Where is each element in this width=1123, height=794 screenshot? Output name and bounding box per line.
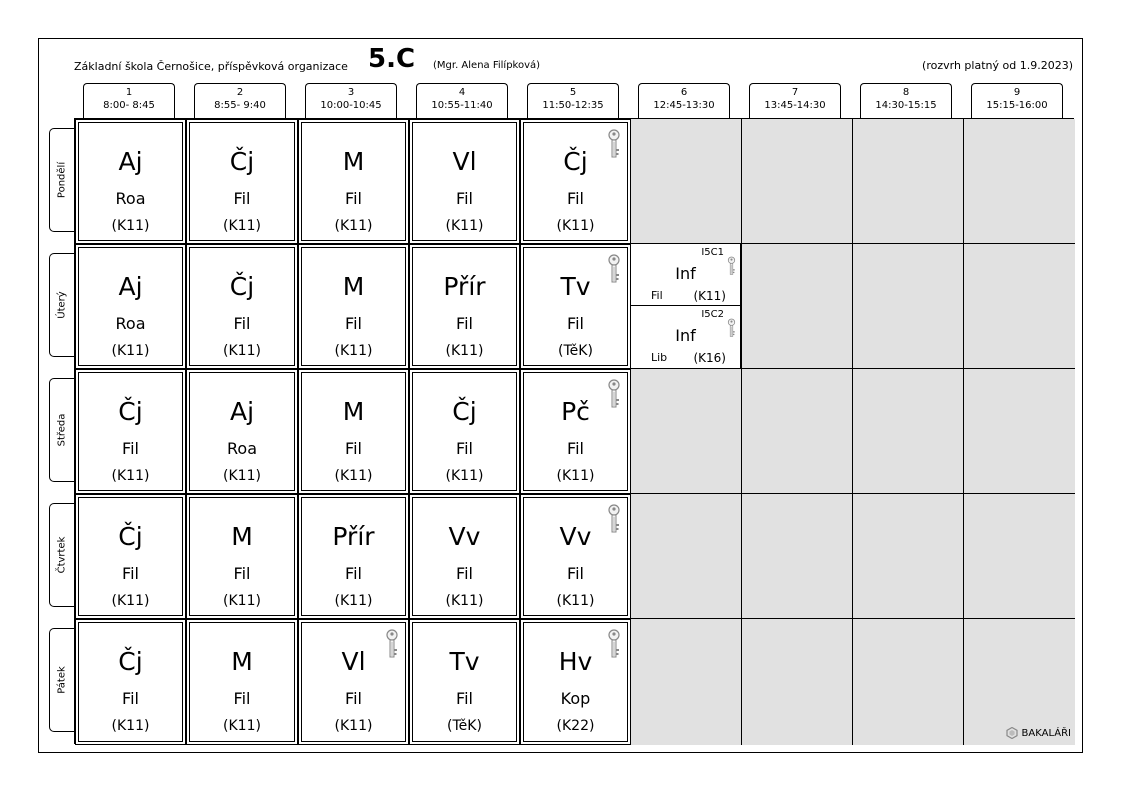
lesson-subject: Čj	[118, 522, 143, 551]
brand-label: BAKALÁŘI	[1021, 727, 1071, 739]
day-label	[49, 628, 74, 732]
lesson-teacher: Fil	[456, 439, 473, 458]
empty-cell	[742, 369, 853, 494]
lesson-room: (K11)	[445, 468, 484, 484]
empty-cell	[964, 369, 1075, 494]
empty-cell	[631, 369, 742, 494]
lesson-card	[301, 372, 406, 491]
lesson-card	[412, 497, 517, 616]
lesson-card	[189, 122, 295, 241]
class-teacher: (Mgr. Alena Filípková)	[433, 60, 541, 71]
lesson-card	[523, 622, 628, 742]
period-time: 10:00-10:45	[320, 100, 382, 111]
lesson-subject: M	[342, 397, 365, 426]
lesson-cell[interactable]	[298, 244, 409, 369]
lesson-teacher: Fil	[567, 189, 584, 208]
key-icon	[607, 129, 621, 159]
lesson-card	[78, 122, 183, 241]
lesson-card	[301, 497, 406, 616]
lesson-cell[interactable]	[520, 494, 631, 619]
lesson-card	[78, 372, 183, 491]
lesson-card	[412, 247, 517, 366]
lesson-teacher: Fil	[233, 564, 251, 583]
lesson-subject: M	[231, 647, 253, 676]
lesson-card	[523, 497, 628, 616]
period-header	[83, 83, 175, 119]
lesson-card	[523, 122, 628, 241]
lesson-card	[523, 247, 628, 366]
period-header	[749, 83, 841, 119]
lesson-room: (K11)	[556, 468, 595, 484]
lesson-teacher: Fil	[345, 439, 362, 458]
lesson-subject: Aj	[118, 272, 143, 301]
empty-cell	[742, 119, 853, 244]
period-header	[638, 83, 730, 119]
day-label	[49, 378, 74, 482]
lesson-cell[interactable]	[186, 619, 298, 745]
lesson-card	[301, 622, 406, 742]
period-header	[416, 83, 508, 119]
lesson-card	[78, 622, 183, 742]
group-lesson[interactable]	[631, 306, 741, 368]
lesson-subject: Tv	[560, 272, 591, 301]
lesson-cell[interactable]	[186, 494, 298, 619]
key-icon	[607, 504, 621, 534]
key-icon	[607, 629, 621, 659]
group-room: (K11)	[693, 289, 726, 303]
lesson-teacher: Fil	[122, 564, 139, 583]
lesson-subject: Čj	[563, 147, 588, 176]
group-name: I5C1	[701, 247, 724, 258]
lesson-subject: Hv	[558, 647, 593, 676]
lesson-teacher: Fil	[233, 314, 251, 333]
key-icon	[727, 256, 736, 276]
period-header	[860, 83, 952, 119]
period-number: 1	[125, 87, 133, 98]
bakalari-logo-icon	[1006, 727, 1018, 739]
period-time: 14:30-15:15	[875, 100, 937, 111]
lesson-subject: M	[342, 272, 365, 301]
lesson-teacher: Fil	[122, 689, 139, 708]
empty-cell	[853, 119, 964, 244]
period-time: 8:55- 9:40	[214, 100, 266, 111]
lesson-room: (K11)	[111, 218, 150, 234]
period-time: 8:00- 8:45	[103, 100, 155, 111]
day-name: Pátek	[56, 666, 68, 694]
period-time: 11:50-12:35	[542, 100, 604, 111]
period-number: 9	[1013, 87, 1021, 98]
lesson-card	[189, 622, 295, 742]
lesson-card	[523, 372, 628, 491]
lesson-subject: M	[342, 147, 365, 176]
lesson-room: (K11)	[334, 718, 373, 734]
period-number: 5	[569, 87, 577, 98]
lesson-room: (K11)	[556, 218, 595, 234]
school-name: Základní škola Černošice, příspěvková organizace	[74, 60, 348, 73]
lesson-subject: Čj	[118, 397, 143, 426]
lesson-teacher: Fil	[456, 564, 473, 583]
period-header	[971, 83, 1063, 119]
lesson-room: (K11)	[334, 593, 373, 609]
lesson-teacher: Roa	[115, 314, 146, 333]
lesson-teacher: Fil	[122, 439, 139, 458]
lesson-subject: Pč	[561, 397, 590, 426]
lesson-room: (TěK)	[447, 718, 482, 734]
validity-note: (rozvrh platný od 1.9.2023)	[922, 59, 1073, 72]
lesson-teacher: Fil	[567, 564, 584, 583]
lesson-room: (K11)	[445, 218, 484, 234]
group-subject: Inf	[675, 264, 696, 283]
lesson-subject: Přír	[332, 522, 375, 551]
lesson-room: (K11)	[334, 218, 373, 234]
empty-cell	[631, 494, 742, 619]
lesson-cell[interactable]	[75, 619, 186, 745]
empty-cell	[631, 119, 742, 244]
lesson-cell[interactable]	[298, 619, 409, 745]
lesson-cell[interactable]	[520, 369, 631, 494]
lesson-room: (K11)	[334, 343, 373, 359]
lesson-cell[interactable]	[298, 119, 409, 244]
lesson-room: (K11)	[223, 468, 261, 484]
lesson-subject: Přír	[443, 272, 486, 301]
lesson-teacher: Roa	[227, 439, 257, 458]
period-header	[194, 83, 286, 119]
key-icon	[727, 318, 736, 338]
lesson-card	[412, 372, 517, 491]
lesson-card	[189, 497, 295, 616]
day-label	[49, 128, 74, 232]
key-icon	[607, 254, 621, 284]
lesson-card	[412, 622, 517, 742]
period-time: 15:15-16:00	[986, 100, 1048, 111]
split-lesson-cell[interactable]	[631, 244, 742, 369]
lesson-room: (K11)	[111, 468, 150, 484]
lesson-card	[412, 122, 517, 241]
lesson-card	[189, 372, 295, 491]
lesson-room: (K11)	[111, 593, 150, 609]
brand-footer	[1006, 727, 1071, 739]
empty-cell	[742, 494, 853, 619]
lesson-subject: Tv	[449, 647, 480, 676]
empty-cell	[853, 494, 964, 619]
key-icon	[607, 379, 621, 409]
group-teacher: Lib	[651, 351, 668, 364]
lesson-room: (K11)	[334, 468, 373, 484]
key-icon	[385, 629, 399, 659]
lesson-teacher: Fil	[345, 689, 362, 708]
lesson-teacher: Fil	[456, 189, 473, 208]
lesson-subject: Aj	[229, 397, 255, 426]
lesson-subject: M	[231, 522, 253, 551]
empty-cell	[853, 619, 964, 745]
day-name: Pondělí	[56, 161, 68, 199]
group-teacher: Fil	[651, 289, 663, 302]
group-lesson[interactable]	[631, 244, 741, 306]
lesson-cell[interactable]	[409, 244, 520, 369]
lesson-subject: Vv	[559, 522, 592, 551]
lesson-subject: Čj	[229, 147, 255, 176]
lesson-cell[interactable]	[186, 119, 298, 244]
group-name: I5C2	[701, 309, 724, 320]
lesson-room: (K11)	[223, 593, 261, 609]
class-name: 5.C	[368, 44, 416, 74]
period-time: 13:45-14:30	[764, 100, 826, 111]
period-number: 2	[236, 87, 244, 98]
period-time: 10:55-11:40	[431, 100, 493, 111]
lesson-teacher: Fil	[233, 189, 251, 208]
day-name: Středa	[56, 413, 68, 447]
lesson-cell[interactable]	[186, 244, 298, 369]
lesson-cell[interactable]	[409, 119, 520, 244]
lesson-cell[interactable]	[75, 119, 186, 244]
lesson-card	[78, 247, 183, 366]
empty-cell	[631, 619, 742, 745]
lesson-cell[interactable]	[520, 244, 631, 369]
period-header	[527, 83, 619, 119]
empty-cell	[853, 369, 964, 494]
lesson-cell[interactable]	[298, 494, 409, 619]
period-time: 12:45-13:30	[653, 100, 715, 111]
timetable-grid	[74, 118, 1074, 744]
lesson-subject: Aj	[118, 147, 143, 176]
lesson-room: (K11)	[223, 218, 261, 234]
lesson-teacher: Fil	[456, 689, 473, 708]
lesson-card	[301, 122, 406, 241]
period-number: 8	[902, 87, 910, 98]
lesson-teacher: Fil	[456, 314, 473, 333]
period-number: 7	[791, 87, 799, 98]
lesson-cell[interactable]	[298, 369, 409, 494]
lesson-card	[78, 497, 183, 616]
lesson-cell[interactable]	[409, 369, 520, 494]
lesson-teacher: Fil	[345, 314, 362, 333]
empty-cell	[964, 494, 1075, 619]
lesson-subject: Vl	[452, 147, 477, 176]
lesson-subject: Čj	[452, 397, 477, 426]
day-label	[49, 253, 74, 357]
lesson-cell[interactable]	[409, 619, 520, 745]
lesson-card	[301, 247, 406, 366]
lesson-room: (K11)	[445, 593, 484, 609]
lesson-teacher: Kop	[560, 689, 591, 708]
lesson-room: (K11)	[445, 343, 484, 359]
lesson-room: (K11)	[111, 343, 150, 359]
period-number: 6	[680, 87, 688, 98]
lesson-room: (K11)	[111, 718, 150, 734]
day-name: Čtvrtek	[56, 536, 68, 574]
lesson-teacher: Roa	[115, 189, 146, 208]
lesson-cell[interactable]	[75, 244, 186, 369]
empty-cell	[742, 619, 853, 745]
empty-cell	[742, 244, 853, 369]
lesson-room: (K22)	[556, 718, 595, 734]
lesson-subject: Čj	[229, 272, 255, 301]
lesson-teacher: Fil	[567, 314, 584, 333]
lesson-cell[interactable]	[409, 494, 520, 619]
lesson-teacher: Fil	[233, 689, 251, 708]
lesson-cell[interactable]	[186, 369, 298, 494]
lesson-teacher: Fil	[567, 439, 584, 458]
lesson-subject: Čj	[118, 647, 143, 676]
empty-cell	[964, 119, 1075, 244]
lesson-cell[interactable]	[520, 119, 631, 244]
period-number: 3	[347, 87, 355, 98]
day-name: Úterý	[56, 291, 68, 319]
lesson-room: (TěK)	[558, 343, 593, 359]
lesson-card	[189, 247, 295, 366]
group-room: (K16)	[693, 351, 726, 365]
period-number: 4	[458, 87, 466, 98]
empty-cell	[964, 244, 1075, 369]
lesson-cell[interactable]	[75, 369, 186, 494]
lesson-teacher: Fil	[345, 564, 362, 583]
lesson-room: (K11)	[223, 718, 261, 734]
lesson-subject: Vv	[448, 522, 481, 551]
empty-cell	[853, 244, 964, 369]
group-subject: Inf	[675, 326, 696, 345]
lesson-subject: Vl	[341, 647, 366, 676]
lesson-cell[interactable]	[75, 494, 186, 619]
lesson-room: (K11)	[556, 593, 595, 609]
lesson-room: (K11)	[223, 343, 261, 359]
period-header	[305, 83, 397, 119]
day-label	[49, 503, 74, 607]
lesson-teacher: Fil	[345, 189, 362, 208]
lesson-cell[interactable]	[520, 619, 631, 745]
